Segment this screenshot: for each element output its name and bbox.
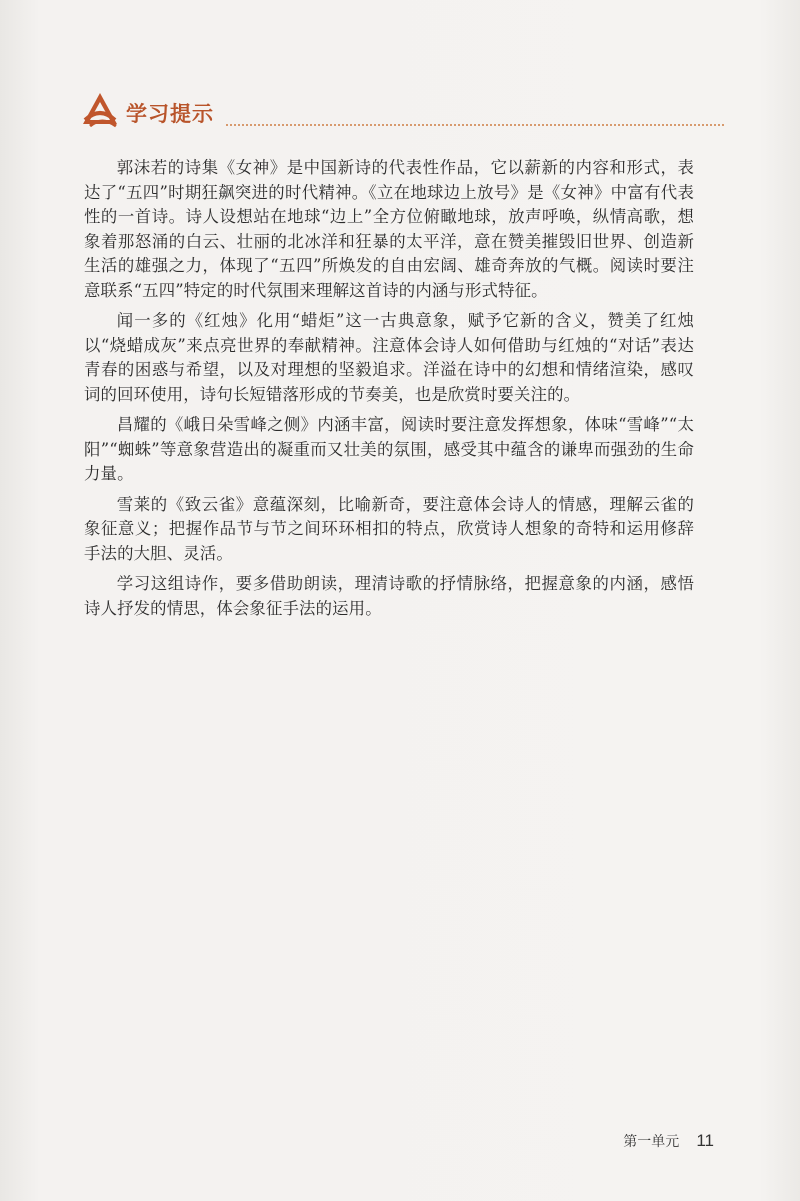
paragraph-wen-yiduo: 闻一多的《红烛》化用“蜡炬”这一古典意象，赋予它新的含义，赞美了红烛以“烧蜡成灰”来点亮世界的奉献精神。注意体会诗人如何借助与红烛的“对话”表达青春的困惑与希望，以及对理想的坚毅追求。洋溢在诗中的幻想和情绪渲染，感叹词的回环使用，诗句长短错落形成的节奏美，也是欣赏时要关注的。	[84, 311, 694, 404]
dotted-divider	[226, 124, 724, 126]
section-title: 学习提示	[126, 102, 214, 126]
paragraph-guo-moruo: 郭沫若的诗集《女神》是中国新诗的代表性作品，它以薪新的内容和形式，表达了“五四”时期狂飙突进的时代精神。《立在地球边上放号》是《女神》中富有代表性的一首诗。诗人设想站在地球“边上”全方位俯瞰地球，放声呼唤，纵情高歌，想象着那怒涌的白云、壮丽的北冰洋和狂暴的太平洋，意在赞美摧毁旧世界、创造新生活的雄强之力，体现了“五四”所焕发的自由宏阔、雄奇奔放的气概。阅读时要注意联系“五四”特定的时代氛围来理解这首诗的内涵与形式特征。	[84, 158, 694, 300]
unit-label: 第一单元	[623, 1134, 680, 1150]
page-footer	[623, 1131, 714, 1151]
triangle-swirl-logo-icon	[80, 90, 120, 130]
study-tips-body	[84, 156, 694, 627]
paragraph-shelley: 雪莱的《致云雀》意蕴深刻，比喻新奇，要注意体会诗人的情感，理解云雀的象征意义；把握作品节与节之间环环相扣的特点，欣赏诗人想象的奇特和运用修辞手法的大胆、灵活。	[84, 494, 694, 563]
paragraph-chang-yao: 昌耀的《峨日朵雪峰之侧》内涵丰富，阅读时要注意发挥想象，体味“雪峰”“太阳”“蜘蛛”等意象营造出的凝重而又壮美的氛围，感受其中蕴含的谦卑而强劲的生命力量。	[84, 415, 694, 483]
section-header	[80, 90, 725, 134]
page-number: 11	[696, 1131, 714, 1150]
paragraph-summary: 学习这组诗作，要多借助朗读，理清诗歌的抒情脉络，把握意象的内涵，感悟诗人抒发的情思，体会象征手法的运用。	[84, 574, 694, 618]
